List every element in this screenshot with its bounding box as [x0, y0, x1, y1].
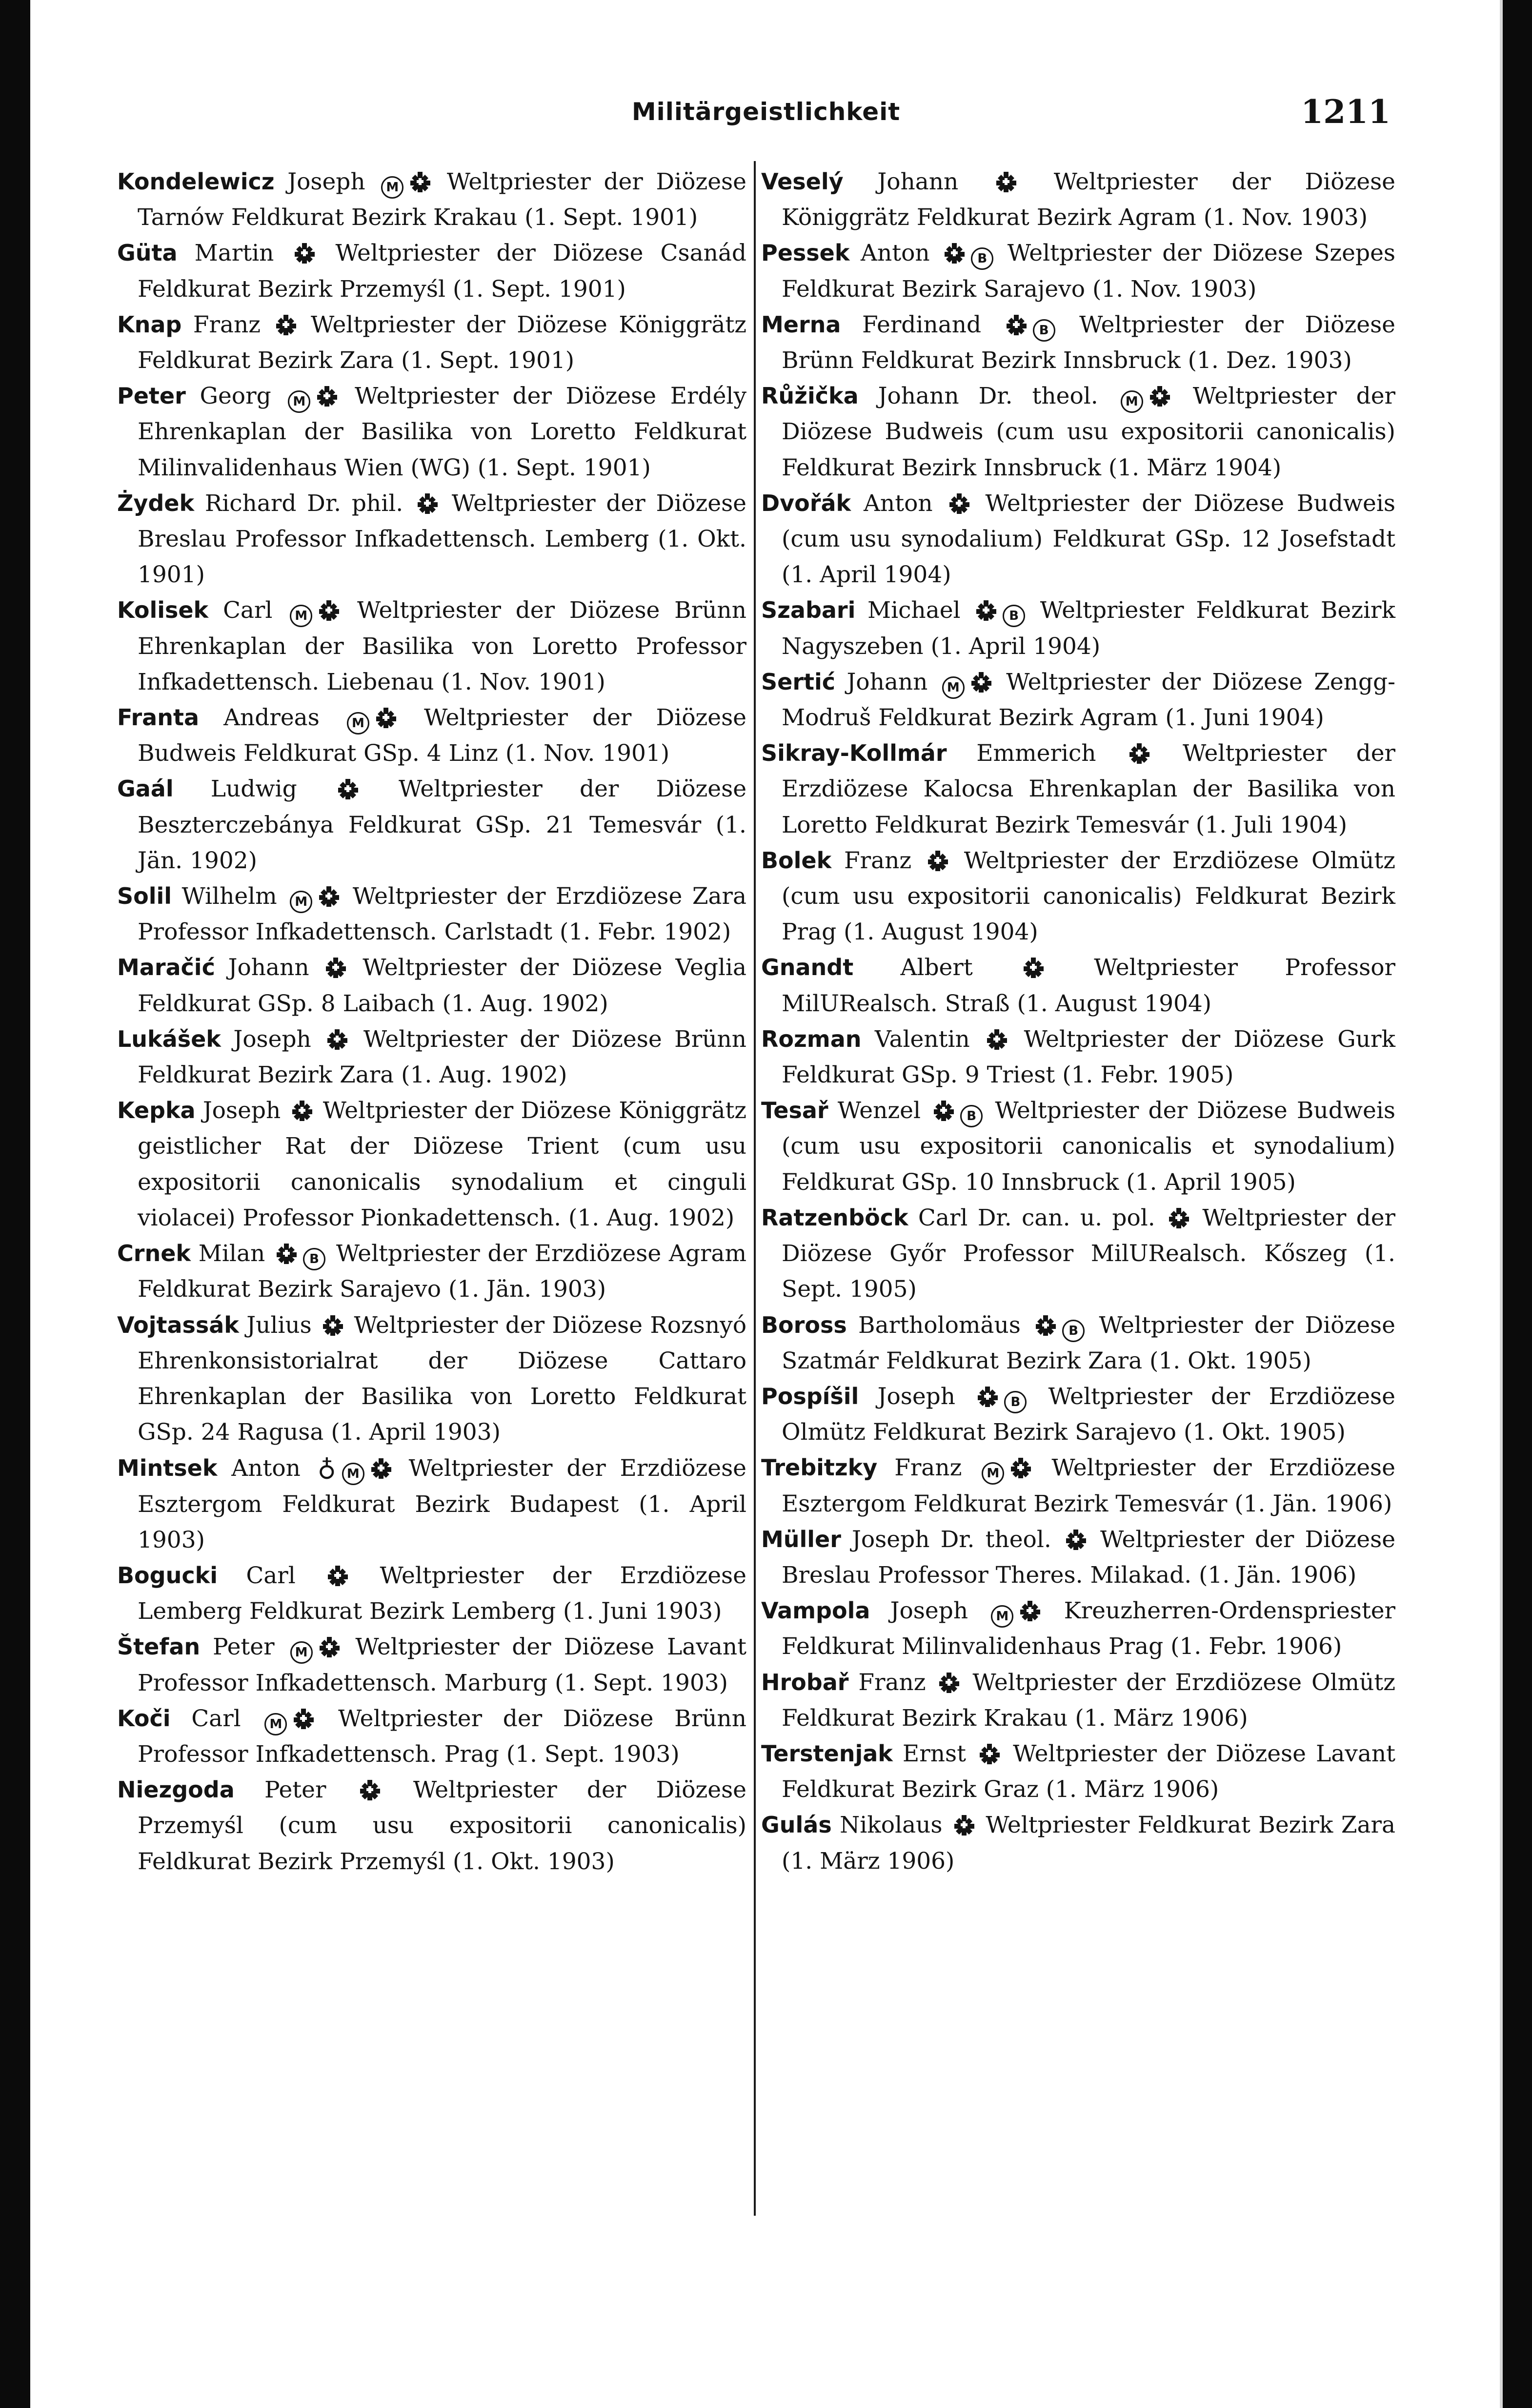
- entry-surname: Niezgoda: [117, 1776, 235, 1803]
- entry-text: Ernst: [892, 1740, 976, 1767]
- entry-surname: Kepka: [117, 1097, 196, 1124]
- entry-surname: Tesař: [761, 1097, 828, 1124]
- entry-surname: Mintsek: [117, 1455, 218, 1482]
- cross-icon: [986, 1028, 1008, 1050]
- entry-text: Anton: [217, 1455, 315, 1482]
- m-circle-icon: M: [342, 1463, 364, 1485]
- cross-icon: [1065, 1529, 1087, 1550]
- entry-text: Johann: [843, 168, 993, 195]
- entry-text: Weltpriester der Diözese Gurk Feldkurat GSp. 9 Triest (1. Febr. 1905): [782, 1025, 1395, 1089]
- b-circle-icon: B: [1062, 1320, 1085, 1342]
- cross-icon: [337, 778, 359, 799]
- entry-text: Weltpriester der Diözese Csanád Feldkurat Bezirk Przemyśl (1. Sept. 1901): [138, 240, 747, 303]
- entry-text: Weltpriester der Diözese Budweis (cum usu synodalium) Feldkurat GSp. 12 Josefstadt (1. April 1904): [782, 490, 1395, 589]
- m-circle-icon: M: [1121, 390, 1143, 413]
- register-entry: [117, 1450, 746, 1558]
- entry-text: Weltpriester der Diözese Königgrätz geistlicher Rat der Diözese Trient (cum usu expositorii canonicalis synodalium et cinguli violacei) Professor Pionkadettensch. (1. Aug. 1902): [138, 1097, 746, 1231]
- entry-text: Kreuzherren-Ordenspriester Feldkurat Milinvalidenhaus Prag (1. Febr. 1906): [782, 1597, 1395, 1660]
- cross-icon: [326, 1028, 348, 1050]
- register-entry: [117, 878, 746, 950]
- register-entry: [117, 1558, 746, 1629]
- entry-text: Weltpriester der Diözese Lavant Professor Infkadettensch. Marburg (1. Sept. 1903): [138, 1633, 746, 1696]
- register-entry: [761, 1379, 1395, 1450]
- entry-text: Peter: [234, 1776, 356, 1804]
- register-entry: [117, 1307, 746, 1450]
- entry-text: Michael: [855, 597, 973, 624]
- entry-surname: Dvořák: [761, 490, 851, 516]
- m-circle-icon: M: [264, 1713, 287, 1735]
- entry-surname: Vojtassák: [117, 1311, 239, 1338]
- entry-text: Milan: [190, 1240, 273, 1267]
- order-star-icon: ♁: [317, 1453, 336, 1483]
- entry-text: Peter: [200, 1633, 287, 1661]
- entry-text: Nikolaus: [831, 1812, 950, 1839]
- entry-text: Ferdinand: [841, 311, 1003, 338]
- entry-surname: Terstenjak: [761, 1740, 893, 1767]
- entry-text: Weltpriester der Diözese Győr Professor MilURealsch. Kőszeg (1. Sept. 1905): [782, 1204, 1395, 1303]
- column-divider: [754, 161, 756, 2216]
- register-entry: [117, 378, 746, 486]
- entry-text: Weltpriester der Diözese Budweis (cum usu expositorii canonicalis et synodalium) Feldkurat GSp. 10 Innsbruck (1. April 1905): [782, 1097, 1395, 1196]
- entry-text: Weltpriester der Diözese Breslau Professor Theres. Milakad. (1. Jän. 1906): [782, 1526, 1396, 1589]
- entry-text: Valentin: [861, 1025, 984, 1053]
- left-column: [117, 164, 746, 1879]
- entry-text: Weltpriester der Erzdiözese Esztergom Feldkurat Bezirk Budapest (1. April 1903): [138, 1455, 746, 1553]
- entry-text: Weltpriester der Diözese Brünn Feldkurat Bezirk Innsbruck (1. Dez. 1903): [782, 311, 1395, 374]
- entry-surname: Štefan: [117, 1633, 201, 1660]
- register-entry: [761, 664, 1395, 735]
- entry-surname: Ratzenböck: [761, 1204, 908, 1231]
- register-entry: [761, 1522, 1395, 1593]
- cross-icon: [970, 671, 992, 693]
- b-circle-icon: B: [960, 1105, 983, 1127]
- b-circle-icon: B: [1003, 605, 1025, 627]
- entry-text: Weltpriester Feldkurat Bezirk Zara (1. März 1906): [782, 1812, 1395, 1875]
- register-entry: [761, 235, 1395, 306]
- cross-icon: [409, 171, 431, 192]
- m-circle-icon: M: [290, 1641, 313, 1664]
- register-entry: [117, 1629, 746, 1700]
- cross-icon: [953, 1814, 975, 1836]
- entry-text: Albert: [853, 954, 1020, 981]
- entry-surname: Trebitzky: [761, 1454, 878, 1481]
- register-entry: [761, 378, 1395, 486]
- register-entry: [761, 307, 1395, 378]
- entry-surname: Lukášek: [117, 1025, 221, 1052]
- register-entry: [761, 950, 1395, 1021]
- cross-icon: [1010, 1457, 1031, 1478]
- entry-text: Weltpriester der Diözese Beszterczebánya Feldkurat GSp. 21 Temesvár (1. Jän. 1902): [138, 775, 747, 874]
- register-entry: [117, 1236, 746, 1307]
- entry-surname: Kondelewicz: [117, 168, 275, 195]
- page-number: 1211: [1301, 93, 1391, 131]
- cross-icon: [995, 171, 1017, 192]
- register-entry: [761, 1307, 1395, 1379]
- entry-text: Weltpriester der Diözese Erdély Ehrenkaplan der Basilika von Loretto Feldkurat Milinvalidenhaus Wien (WG) (1. Sept. 1901): [138, 383, 747, 481]
- register-entry: [761, 1093, 1395, 1200]
- entry-text: Franz: [848, 1669, 936, 1696]
- entry-surname: Szabari: [761, 597, 856, 624]
- register-entry: [117, 1021, 746, 1093]
- entry-surname: Żydek: [117, 490, 195, 516]
- entry-text: Weltpriester der Diözese Veglia Feldkurat GSp. 8 Laibach (1. Aug. 1902): [138, 954, 746, 1017]
- entry-text: Weltpriester der Erzdiözese Olmütz Feldkurat Bezirk Sarajevo (1. Okt. 1905): [782, 1383, 1395, 1446]
- cross-icon: [322, 1314, 343, 1336]
- entry-text: Weltpriester der Diözese Szepes Feldkurat Bezirk Sarajevo (1. Nov. 1903): [782, 240, 1396, 303]
- entry-text: Carl: [208, 597, 287, 624]
- entry-surname: Hrobař: [761, 1669, 849, 1695]
- entry-surname: Vampola: [761, 1597, 870, 1624]
- entry-text: Weltpriester der Erzdiözese Olmütz (cum usu expositorii canonicalis) Feldkurat Bezirk Prag (1. August 1904): [782, 847, 1395, 946]
- entry-surname: Rozman: [761, 1025, 862, 1052]
- register-entry: [117, 307, 746, 378]
- register-entry: [761, 1807, 1395, 1878]
- register-entry: [117, 592, 746, 700]
- entry-text: Weltpriester der Erzdiözese Olmütz Feldkurat Bezirk Krakau (1. März 1906): [782, 1669, 1395, 1732]
- entry-surname: Güta: [117, 240, 178, 266]
- register-entry: [117, 1701, 746, 1772]
- entry-text: Weltpriester der Diözese Tarnów Feldkurat Bezirk Krakau (1. Sept. 1901): [138, 168, 746, 231]
- cross-icon: [933, 1100, 954, 1121]
- entry-surname: Pospíšil: [761, 1383, 859, 1409]
- entry-surname: Boross: [761, 1311, 847, 1338]
- cross-icon: [293, 1708, 314, 1729]
- cross-icon: [944, 242, 965, 264]
- m-circle-icon: M: [290, 605, 312, 627]
- register-entry: [117, 700, 746, 771]
- entry-surname: Merna: [761, 311, 841, 338]
- entry-surname: Peter: [117, 383, 186, 409]
- entry-text: Weltpriester der Diözese Brünn Ehrenkaplan der Basilika von Loretto Professor Infkadettensch. Liebenau (1. Nov. 1901): [138, 597, 746, 695]
- entry-text: Johann Dr. theol.: [858, 383, 1118, 410]
- entry-text: Johann: [835, 668, 939, 695]
- register-entry: [761, 486, 1395, 593]
- entry-text: Wenzel: [828, 1097, 930, 1124]
- entry-surname: Gaál: [117, 775, 174, 802]
- b-circle-icon: B: [971, 247, 993, 270]
- register-entry: [117, 235, 746, 306]
- register-entry: [117, 164, 746, 235]
- entry-text: Weltpriester der Erzdiözese Esztergom Feldkurat Bezirk Temesvár (1. Jän. 1906): [782, 1454, 1395, 1517]
- register-entry: [761, 1450, 1395, 1521]
- entry-text: Weltpriester der Erzdiözese Zara Professor Infkadettensch. Carlstadt (1. Febr. 1902): [138, 883, 746, 946]
- m-circle-icon: M: [347, 712, 369, 735]
- register-entry: [117, 1093, 746, 1236]
- right-column: [761, 164, 1395, 1879]
- m-circle-icon: M: [982, 1462, 1004, 1485]
- register-entry: [117, 771, 746, 878]
- register-entry: [761, 1736, 1395, 1807]
- entry-surname: Růžička: [761, 383, 859, 409]
- entry-text: Franz: [181, 311, 272, 338]
- entry-text: Weltpriester der Diözese Szatmár Feldkurat Bezirk Zara (1. Okt. 1905): [782, 1311, 1395, 1374]
- entry-surname: Koči: [117, 1705, 171, 1732]
- entry-text: Andreas: [199, 704, 344, 732]
- cross-icon: [1168, 1207, 1189, 1228]
- register-entry: [761, 1665, 1395, 1736]
- register-entry: [761, 1593, 1395, 1664]
- entry-surname: Knap: [117, 311, 182, 338]
- cross-icon: [325, 957, 346, 978]
- entry-text: Weltpriester der Diözese Königgrätz Feldkurat Bezirk Zara (1. Sept. 1901): [138, 311, 747, 374]
- entry-text: Anton: [849, 240, 941, 267]
- register-entry: [761, 1021, 1395, 1093]
- cross-icon: [977, 1386, 998, 1407]
- m-circle-icon: M: [290, 891, 312, 913]
- entry-text: Franz: [831, 847, 924, 874]
- register-entry: [117, 486, 746, 593]
- b-circle-icon: B: [1004, 1391, 1027, 1413]
- entry-text: Weltpriester Feldkurat Bezirk Nagyszeben (1. April 1904): [782, 597, 1395, 660]
- entry-text: Weltpriester Professor MilURealsch. Straß (1. August 1904): [782, 954, 1395, 1017]
- entry-surname: Pessek: [761, 240, 850, 266]
- register-entry: [761, 735, 1395, 843]
- cross-icon: [1129, 742, 1150, 764]
- register-entry: [761, 1200, 1395, 1307]
- entry-surname: Crnek: [117, 1240, 191, 1267]
- cross-icon: [318, 599, 340, 621]
- entry-text: Anton: [851, 490, 946, 517]
- entry-text: Weltpriester der Erzdiözese Kalocsa Ehrenkaplan der Basilika von Loretto Feldkurat Bezirk Temesvár (1. Juli 1904): [782, 740, 1395, 838]
- entry-text: Weltpriester der Diözese Rozsnyó Ehrenkonsistorialrat der Diözese Cattaro Ehrenkaplan der Basilika von Loretto Feldkurat GSp. 24 Ragusa (1. April 1903): [138, 1311, 747, 1446]
- cross-icon: [370, 1457, 392, 1479]
- cross-icon: [1023, 957, 1044, 978]
- entry-text: Carl: [170, 1705, 262, 1732]
- entry-text: Weltpriester der Diözese Zengg-Modruš Feldkurat Bezirk Agram (1. Juni 1904): [782, 668, 1395, 732]
- b-circle-icon: B: [303, 1248, 325, 1270]
- cross-icon: [275, 314, 297, 335]
- cross-icon: [927, 850, 948, 871]
- cross-icon: [948, 492, 970, 514]
- page-title: Militärgeistlichkeit: [631, 98, 901, 126]
- cross-icon: [979, 1743, 1000, 1764]
- b-circle-icon: B: [1033, 319, 1055, 342]
- entry-text: Joseph: [195, 1097, 288, 1124]
- register-entry: [117, 1772, 746, 1879]
- entry-text: Weltpriester der Diözese Przemyśl (cum usu expositorii canonicalis) Feldkurat Bezirk Przemyśl (1. Okt. 1903): [138, 1776, 746, 1875]
- entry-surname: Müller: [761, 1526, 841, 1552]
- entry-surname: Franta: [117, 704, 199, 731]
- scan-border-left: [0, 0, 30, 2408]
- m-circle-icon: M: [991, 1605, 1013, 1628]
- entry-text: Carl Dr. can. u. pol.: [908, 1204, 1166, 1231]
- entry-surname: Gulás: [761, 1812, 832, 1838]
- entry-surname: Kolisek: [117, 597, 209, 624]
- entry-text: Georg: [185, 383, 285, 410]
- entry-text: Weltpriester der Diözese Brünn Professor Infkadettensch. Prag (1. Sept. 1903): [138, 1705, 746, 1768]
- entry-text: Weltpriester der Erzdiözese Agram Feldkurat Bezirk Sarajevo (1. Jän. 1903): [138, 1240, 747, 1303]
- cross-icon: [327, 1565, 348, 1586]
- entry-text: Joseph Dr. theol.: [841, 1526, 1062, 1553]
- entry-surname: Gnandt: [761, 954, 854, 981]
- m-circle-icon: M: [288, 390, 310, 413]
- cross-icon: [1149, 385, 1170, 407]
- entry-text: Wilhelm: [172, 883, 287, 910]
- cross-icon: [359, 1779, 381, 1800]
- cross-icon: [938, 1672, 960, 1693]
- cross-icon: [316, 385, 338, 407]
- entry-text: Weltpriester der Diözese Königgrätz Feldkurat Bezirk Agram (1. Nov. 1903): [782, 168, 1395, 231]
- register-entry: [761, 592, 1395, 664]
- m-circle-icon: M: [942, 676, 965, 699]
- entry-text: Franz: [877, 1454, 979, 1482]
- register-entry: [117, 950, 746, 1021]
- entry-text: Johann: [215, 954, 323, 981]
- entry-surname: Veselý: [761, 168, 844, 195]
- entry-text: Joseph: [274, 168, 379, 195]
- entry-surname: Maračić: [117, 954, 215, 981]
- cross-icon: [318, 885, 340, 907]
- entry-text: Weltpriester der Diözese Lavant Feldkurat Bezirk Graz (1. März 1906): [782, 1740, 1396, 1803]
- cross-icon: [975, 599, 997, 621]
- cross-icon: [1035, 1314, 1056, 1336]
- cross-icon: [1019, 1600, 1041, 1621]
- entry-text: Richard Dr. phil.: [194, 490, 414, 517]
- cross-icon: [319, 1636, 340, 1657]
- entry-text: Weltpriester der Diözese Breslau Professor Infkadettensch. Lemberg (1. Okt. 1901): [138, 490, 746, 589]
- entry-text: Bartholomäus: [847, 1311, 1032, 1339]
- register-entry: [761, 843, 1395, 950]
- entry-text: Weltpriester der Erzdiözese Lemberg Feldkurat Bezirk Lemberg (1. Juni 1903): [138, 1562, 746, 1625]
- entry-surname: Bolek: [761, 847, 832, 874]
- entry-text: Weltpriester der Diözese Budweis (cum usu expositorii canonicalis) Feldkurat Bezirk Innsbruck (1. März 1904): [782, 383, 1395, 481]
- scan-border-right: [1503, 0, 1532, 2408]
- entry-text: Julius: [239, 1311, 320, 1339]
- entry-text: Joseph: [870, 1597, 988, 1625]
- cross-icon: [291, 1100, 313, 1121]
- entry-text: Weltpriester der Diözese Brünn Feldkurat Bezirk Zara (1. Aug. 1902): [138, 1025, 746, 1089]
- entry-surname: Bogucki: [117, 1562, 218, 1589]
- entry-surname: Solil: [117, 883, 172, 910]
- entry-text: Emmerich: [947, 740, 1126, 767]
- m-circle-icon: M: [381, 176, 403, 199]
- cross-icon: [1006, 314, 1027, 335]
- cross-icon: [294, 242, 315, 264]
- entry-text: Joseph: [221, 1025, 324, 1053]
- cross-icon: [375, 707, 397, 728]
- entry-text: Weltpriester der Diözese Budweis Feldkurat GSp. 4 Linz (1. Nov. 1901): [138, 704, 746, 767]
- entry-surname: Sertić: [761, 668, 836, 695]
- cross-icon: [417, 492, 438, 514]
- cross-icon: [276, 1243, 297, 1264]
- entry-text: Martin: [177, 240, 291, 267]
- entry-text: Ludwig: [173, 775, 334, 803]
- entry-text: Joseph: [859, 1383, 974, 1410]
- entry-text: Carl: [217, 1562, 324, 1589]
- register-entry: [761, 164, 1395, 235]
- entry-surname: Sikray-Kollmár: [761, 740, 947, 767]
